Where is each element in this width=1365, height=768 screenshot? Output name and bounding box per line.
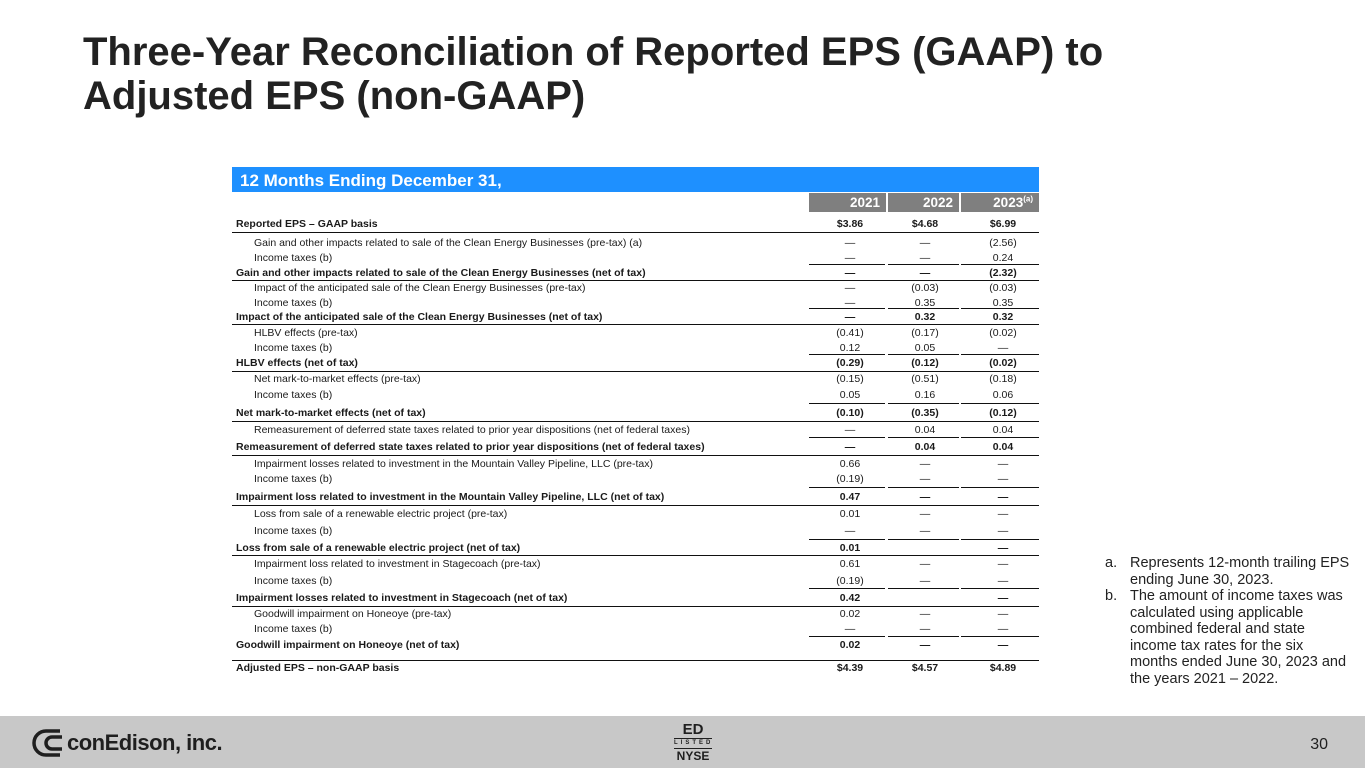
value-2021: — — [844, 282, 856, 294]
row-label: Gain and other impacts related to sale of the Clean Energy Businesses (net of tax) — [236, 267, 646, 279]
table-row — [232, 341, 1039, 356]
value-2023: 0.24 — [992, 252, 1014, 264]
value-2021: — — [844, 252, 856, 264]
value-2021: (0.29) — [836, 357, 864, 369]
value-2021: 0.12 — [839, 342, 861, 354]
row-label: Income taxes (b) — [254, 473, 333, 485]
year-2022-header: 2022 — [888, 193, 959, 212]
value-2021: $3.86 — [836, 218, 864, 230]
value-2022: — — [919, 237, 931, 249]
value-2021: 0.02 — [839, 608, 861, 620]
value-2023: — — [997, 525, 1009, 537]
row-label: HLBV effects (net of tax) — [236, 357, 358, 369]
value-2022: — — [919, 473, 931, 485]
value-2022: — — [919, 525, 931, 537]
exchange-name: NYSE — [676, 749, 710, 763]
value-2021: 0.05 — [839, 389, 861, 401]
table-rule — [888, 403, 959, 404]
table-row — [232, 236, 1039, 251]
value-2023: (2.56) — [989, 237, 1017, 249]
value-2022: — — [919, 252, 931, 264]
table-row — [232, 622, 1039, 637]
table-rule — [888, 487, 959, 488]
value-2021: $4.39 — [836, 662, 864, 674]
footnote-marker: b. — [1105, 588, 1118, 604]
year-2023-header: 2023$^{(a)}$ — [961, 193, 1039, 212]
value-2021: — — [844, 525, 856, 537]
value-2022: — — [919, 608, 931, 620]
table-rule — [809, 403, 885, 404]
table-row — [232, 574, 1039, 589]
row-label: Impairment loss related to investment in the Mountain Valley Pipeline, LLC (net of tax) — [236, 491, 665, 503]
value-2023: — — [997, 542, 1009, 554]
table-row — [232, 406, 1039, 421]
value-2022: — — [919, 458, 931, 470]
table-row — [232, 251, 1039, 266]
value-2023: $6.99 — [989, 218, 1017, 230]
value-2021: — — [844, 441, 856, 453]
row-label: Net mark-to-market effects (pre-tax) — [254, 373, 421, 385]
value-2022: 0.35 — [914, 297, 936, 309]
value-2022: (0.03) — [911, 282, 939, 294]
table-rule — [961, 539, 1039, 540]
table-rule — [232, 421, 1039, 422]
value-2023: 0.35 — [992, 297, 1014, 309]
value-2022: 0.04 — [914, 424, 936, 436]
table-rule — [232, 455, 1039, 456]
table-row — [232, 490, 1039, 505]
table-row — [232, 217, 1039, 232]
row-label: Income taxes (b) — [254, 297, 333, 309]
table-row — [232, 524, 1039, 539]
value-2021: — — [844, 297, 856, 309]
value-2021: 0.66 — [839, 458, 861, 470]
value-2023: (0.03) — [989, 282, 1017, 294]
value-2022: — — [919, 575, 931, 587]
row-label: Loss from sale of a renewable electric project (pre-tax) — [254, 508, 508, 520]
company-name: conEdison, inc. — [67, 730, 223, 755]
value-2023: — — [997, 491, 1009, 503]
table-rule — [961, 403, 1039, 404]
table-body — [232, 167, 1039, 687]
value-2023: — — [997, 592, 1009, 604]
value-2021: (0.19) — [836, 473, 864, 485]
value-2022: 0.04 — [914, 441, 936, 453]
table-row — [232, 296, 1039, 311]
row-label: Impact of the anticipated sale of the Clean Energy Businesses (net of tax) — [236, 311, 603, 323]
table-row — [232, 326, 1039, 341]
table-row — [232, 607, 1039, 622]
value-2023: (0.02) — [989, 327, 1017, 339]
value-2021: 0.02 — [839, 639, 861, 651]
value-2021: — — [844, 311, 856, 323]
value-2023: — — [997, 558, 1009, 570]
value-2022: — — [919, 558, 931, 570]
row-label: Remeasurement of deferred state taxes related to prior year dispositions (net of federal taxes) — [254, 424, 690, 436]
value-2023: 0.32 — [992, 311, 1014, 323]
title-line-2: Adjusted EPS (non-GAAP) — [83, 74, 586, 118]
value-2022: 0.32 — [914, 311, 936, 323]
row-label: Gain and other impacts related to sale of the Clean Energy Businesses (pre-tax) (a) — [254, 237, 643, 249]
table-row — [232, 638, 1039, 653]
year-footnote-marker: (a) — [1023, 194, 1033, 204]
row-label: Income taxes (b) — [254, 389, 333, 401]
table-row — [232, 266, 1039, 281]
value-2023: (0.18) — [989, 373, 1017, 385]
listed-label: LISTED — [674, 738, 712, 749]
value-2023: (2.32) — [989, 267, 1017, 279]
conedison-logo-icon — [30, 729, 64, 757]
value-2022: — — [919, 267, 931, 279]
nyse-listing-badge — [672, 722, 714, 762]
row-label: Impairment loss related to investment in Stagecoach (pre-tax) — [254, 558, 541, 570]
table-rule — [232, 505, 1039, 506]
table-rule — [809, 539, 885, 540]
table-rule — [809, 487, 885, 488]
row-label: Goodwill impairment on Honeoye (pre-tax) — [254, 608, 452, 620]
value-2021: (0.41) — [836, 327, 864, 339]
row-label: Remeasurement of deferred state taxes related to prior year dispositions (net of federal taxes) — [236, 441, 705, 453]
value-2023: — — [997, 623, 1009, 635]
footnotes — [1102, 555, 1352, 687]
footnote-a — [1102, 555, 1352, 588]
table-rule — [888, 539, 959, 540]
table-row — [232, 423, 1039, 438]
value-2023: (0.02) — [989, 357, 1017, 369]
row-label: Impact of the anticipated sale of the Clean Energy Businesses (pre-tax) — [254, 282, 586, 294]
table-rule — [961, 487, 1039, 488]
title-line-1: Three-Year Reconciliation of Reported EPS (GAAP) to — [83, 30, 1104, 74]
value-2022: $4.57 — [911, 662, 939, 674]
table-row — [232, 541, 1039, 556]
ticker-symbol: ED — [682, 721, 704, 738]
value-2022: — — [919, 508, 931, 520]
footnote-text: The amount of income taxes was calculated using applicable combined federal and state income tax rates for the six months ended June 30, 2023 and the years 2021 – 2022. — [1130, 588, 1347, 687]
footnote-b — [1102, 588, 1352, 687]
value-2023: — — [997, 575, 1009, 587]
eps-reconciliation-table — [232, 167, 1039, 674]
table-header: 12 Months Ending December 31, — [232, 167, 1039, 192]
value-2023: — — [997, 608, 1009, 620]
table-row — [232, 310, 1039, 325]
value-2021: — — [844, 623, 856, 635]
value-2022: 0.16 — [914, 389, 936, 401]
value-2023: — — [997, 473, 1009, 485]
value-2023: — — [997, 508, 1009, 520]
row-label: Impairment losses related to investment in the Mountain Valley Pipeline, LLC (pre-tax) — [254, 458, 653, 470]
row-label: Income taxes (b) — [254, 623, 333, 635]
value-2023: 0.04 — [992, 424, 1014, 436]
value-2022: (0.17) — [911, 327, 939, 339]
table-row — [232, 388, 1039, 403]
footer-bar — [0, 716, 1365, 768]
row-label: Goodwill impairment on Honeoye (net of tax) — [236, 639, 460, 651]
table-row — [232, 440, 1039, 455]
value-2023: $4.89 — [989, 662, 1017, 674]
page-title — [83, 30, 1183, 118]
value-2021: (0.19) — [836, 575, 864, 587]
table-row — [232, 457, 1039, 472]
row-label: Adjusted EPS – non-GAAP basis — [236, 662, 400, 674]
table-row — [232, 507, 1039, 522]
row-label: Income taxes (b) — [254, 252, 333, 264]
table-row — [232, 472, 1039, 487]
value-2021: — — [844, 424, 856, 436]
footnote-text: Represents 12-month trailing EPS ending June 30, 2023. — [1130, 555, 1350, 588]
year-2021-header: 2021 — [809, 193, 886, 212]
value-2021: — — [844, 237, 856, 249]
value-2021: — — [844, 267, 856, 279]
value-2023: — — [997, 342, 1009, 354]
row-label: HLBV effects (pre-tax) — [254, 327, 358, 339]
value-2021: (0.15) — [836, 373, 864, 385]
row-label: Impairment losses related to investment in Stagecoach (net of tax) — [236, 592, 568, 604]
value-2021: 0.61 — [839, 558, 861, 570]
company-logo — [30, 728, 222, 758]
value-2021: 0.01 — [839, 542, 861, 554]
value-2023: — — [997, 639, 1009, 651]
table-row — [232, 557, 1039, 572]
row-label: Reported EPS – GAAP basis — [236, 218, 378, 230]
value-2022: (0.51) — [911, 373, 939, 385]
table-row — [232, 372, 1039, 387]
table-row — [232, 281, 1039, 296]
value-2022: (0.35) — [911, 407, 939, 419]
row-label: Income taxes (b) — [254, 525, 333, 537]
table-row — [232, 661, 1039, 676]
value-2023: 0.04 — [992, 441, 1014, 453]
value-2022: — — [919, 491, 931, 503]
table-row — [232, 591, 1039, 606]
value-2022: — — [919, 639, 931, 651]
value-2021: 0.47 — [839, 491, 861, 503]
value-2022: $4.68 — [911, 218, 939, 230]
value-2023: (0.12) — [989, 407, 1017, 419]
row-label: Loss from sale of a renewable electric project (net of tax) — [236, 542, 521, 554]
table-rule — [232, 232, 1039, 233]
value-2021: (0.10) — [836, 407, 864, 419]
value-2022: — — [919, 623, 931, 635]
value-2022: (0.12) — [911, 357, 939, 369]
value-2023: — — [997, 458, 1009, 470]
value-2021: 0.42 — [839, 592, 861, 604]
page-number: 30 — [1310, 736, 1328, 753]
value-2022: 0.05 — [914, 342, 936, 354]
row-label: Net mark-to-market effects (net of tax) — [236, 407, 426, 419]
row-label: Income taxes (b) — [254, 342, 333, 354]
table-row — [232, 356, 1039, 371]
value-2021: 0.01 — [839, 508, 861, 520]
row-label: Income taxes (b) — [254, 575, 333, 587]
value-2023: 0.06 — [992, 389, 1014, 401]
footnote-marker: a. — [1105, 555, 1118, 571]
